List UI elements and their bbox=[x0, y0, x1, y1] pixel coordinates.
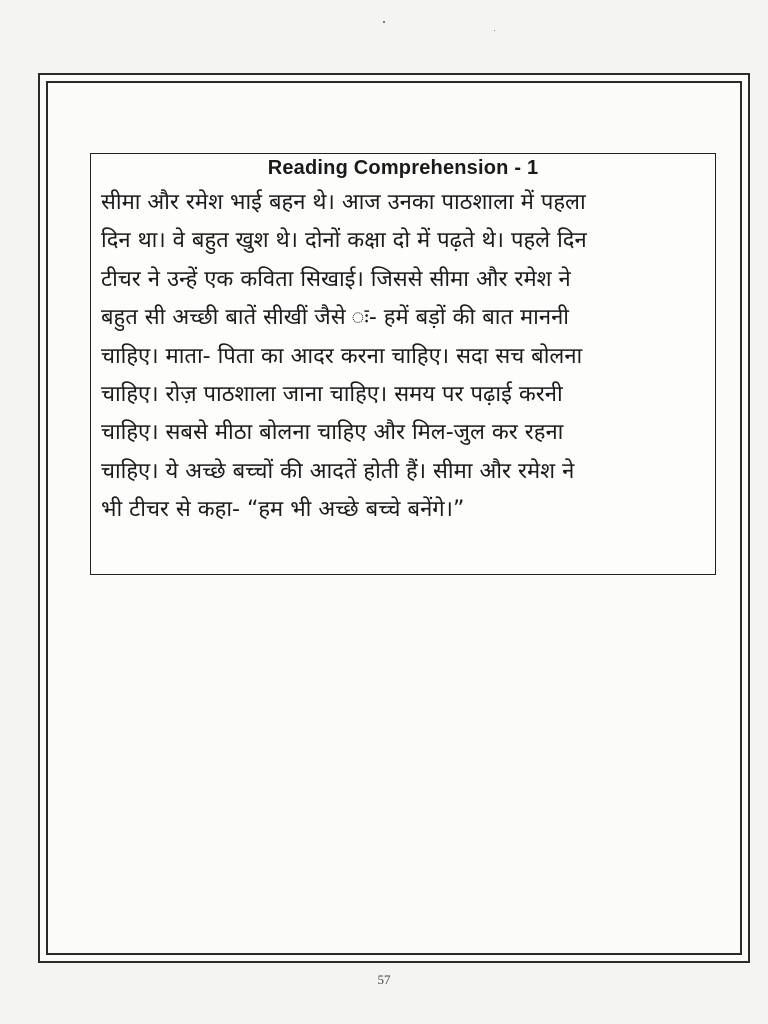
page-number: 57 bbox=[377, 972, 391, 987]
passage-line: चाहिए। ये अच्छे बच्चों की आदतें होती हैं। सीमा और रमेश ने bbox=[101, 458, 575, 484]
passage-line: दिन था। वे बहुत खुश थे। दोनों कक्षा दो में पढ़ते थे। पहले दिन bbox=[101, 228, 587, 254]
passage-line: चाहिए। रोज़ पाठशाला जाना चाहिए। समय पर पढ़ाई करनी bbox=[101, 381, 563, 407]
passage-line: भी टीचर से कहा- “हम भी अच्छे बच्चे बनेंगे।” bbox=[101, 497, 465, 523]
passage-title: Reading Comprehension - 1 bbox=[267, 157, 539, 179]
scan-speck bbox=[494, 30, 495, 31]
reading-passage-box bbox=[90, 153, 716, 575]
scan-speck bbox=[383, 21, 385, 23]
passage-text bbox=[101, 184, 707, 530]
passage-line: चाहिए। सबसे मीठा बोलना चाहिए और मिल-जुल कर रहना bbox=[101, 420, 564, 446]
passage-line: टीचर ने उन्हें एक कविता सिखाई। जिससे सीमा और रमेश ने bbox=[101, 266, 571, 292]
passage-line: बहुत सी अच्छी बातें सीखीं जैसे ः- हमें बड़ों की बात माननी bbox=[101, 305, 569, 331]
passage-line: चाहिए। माता- पिता का आदर करना चाहिए। सदा सच बोलना bbox=[101, 343, 583, 369]
passage-line: सीमा और रमेश भाई बहन थे। आज उनका पाठशाला में पहला bbox=[101, 190, 586, 215]
